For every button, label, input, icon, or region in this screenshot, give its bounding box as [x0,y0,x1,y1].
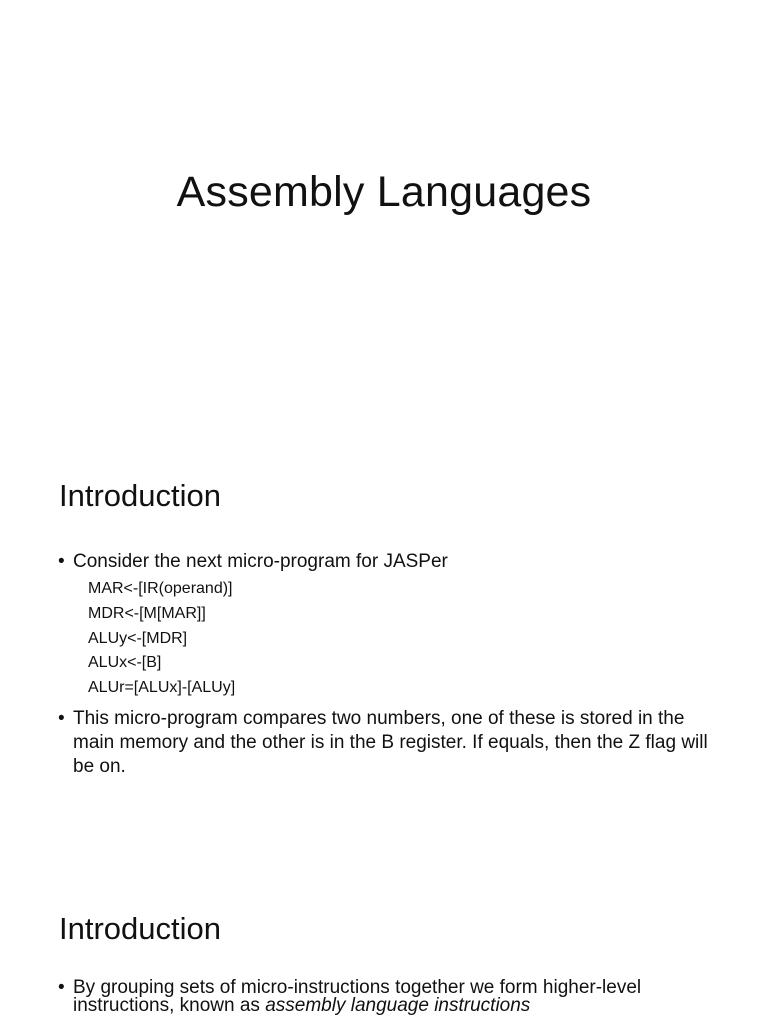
bullet-text: This micro-program compares two numbers, one of these is stored in the main memory and the other is in the B register. If equals, then the Z flag will be on. [73,708,708,777]
code-line: MAR<-[IR(operand)] [88,580,233,597]
slide-title: Assembly Languages [176,168,592,216]
code-line: ALUr=[ALUx]-[ALUy] [88,679,236,697]
bullet-consider-micro-program [58,550,718,574]
section-heading-introduction-2: Introduction [59,911,221,946]
section-heading-introduction-1: Introduction [59,478,221,513]
bullet-text [58,979,718,1015]
bullet-text-emphasis: assembly language instructions [265,995,531,1016]
bullet-compares-two-numbers [58,707,718,779]
bullet-text: Consider the next micro-program for JASPer [73,551,448,572]
bullet-grouping-micro-instructions [58,979,718,1015]
bullet-dot: • [58,551,65,572]
bullet-dot: • [58,977,65,998]
code-line: ALUy<-[MDR] [88,629,188,647]
code-line: ALUx<-[B] [88,654,162,672]
micro-program-code-list [88,577,235,701]
bullet-dot: • [58,708,65,729]
bullet-text-prefix: By grouping sets of micro-instructions together we form higher-level instructions, known as [73,977,642,1016]
code-line: MDR<-[M[MAR]] [88,604,206,622]
